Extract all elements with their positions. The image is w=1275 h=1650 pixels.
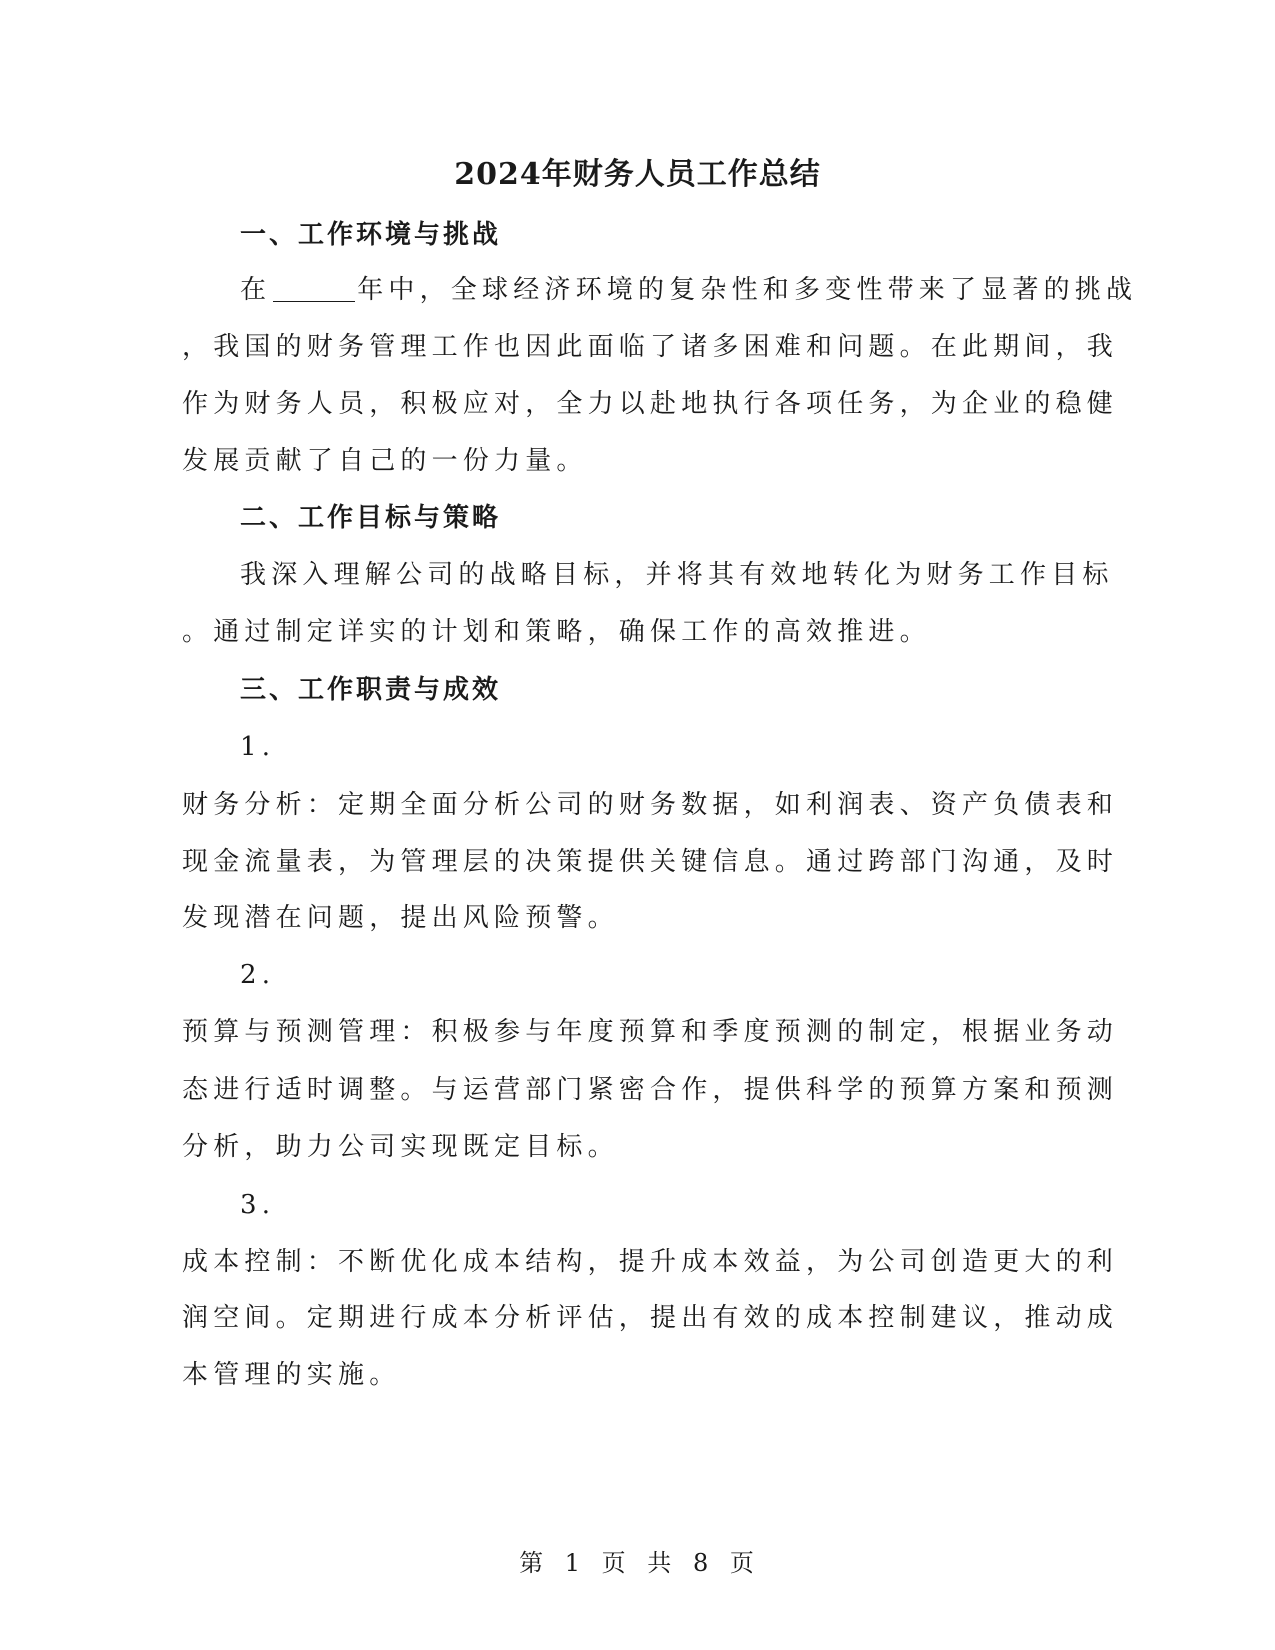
- list-item-line: 财务分析：定期全面分析公司的财务数据，如利润表、资产负债表和: [182, 790, 1119, 820]
- list-item-line: 现金流量表，为管理层的决策提供关键信息。通过跨部门沟通，及时: [182, 847, 1119, 877]
- list-item-number: 3.: [240, 1190, 276, 1220]
- list-item-line: 本管理的实施。: [182, 1360, 401, 1390]
- paragraph-line: [240, 270, 1138, 310]
- list-item-line: 润空间。定期进行成本分析评估，提出有效的成本控制建议，推动成: [182, 1303, 1119, 1333]
- page-footer: 第 1 页 共 8 页: [519, 1549, 756, 1577]
- section-heading-2: 二、工作目标与策略: [240, 503, 502, 533]
- paragraph-line: 作为财务人员，积极应对，全力以赴地执行各项任务，为企业的稳健: [182, 389, 1119, 419]
- text-before-blank: 在: [240, 275, 272, 305]
- section-heading-3: 三、工作职责与成效: [240, 675, 502, 705]
- list-item-number: 1.: [240, 732, 276, 762]
- document-title: 2024年财务人员工作总结: [454, 157, 821, 192]
- fill-in-blank: [273, 275, 355, 302]
- list-item-line: 分析，助力公司实现既定目标。: [182, 1132, 619, 1162]
- list-item-number: 2.: [240, 960, 276, 990]
- paragraph-line: 发展贡献了自己的一份力量。: [182, 446, 588, 476]
- list-item-line: 预算与预测管理：积极参与年度预算和季度预测的制定，根据业务动: [182, 1017, 1119, 1047]
- paragraph-line: 。通过制定详实的计划和策略，确保工作的高效推进。: [182, 617, 931, 647]
- text-after-blank: 年中，全球经济环境的复杂性和多变性带来了显著的挑战: [357, 275, 1138, 305]
- paragraph-line: ，我国的财务管理工作也因此面临了诸多困难和问题。在此期间，我: [182, 332, 1119, 362]
- paragraph-line: 我深入理解公司的战略目标，并将其有效地转化为财务工作目标: [240, 560, 1114, 590]
- list-item-line: 发现潜在问题，提出风险预警。: [182, 903, 619, 933]
- list-item-line: 态进行适时调整。与运营部门紧密合作，提供科学的预算方案和预测: [182, 1075, 1119, 1105]
- list-item-line: 成本控制：不断优化成本结构，提升成本效益，为公司创造更大的利: [182, 1247, 1119, 1277]
- section-heading-1: 一、工作环境与挑战: [240, 220, 502, 250]
